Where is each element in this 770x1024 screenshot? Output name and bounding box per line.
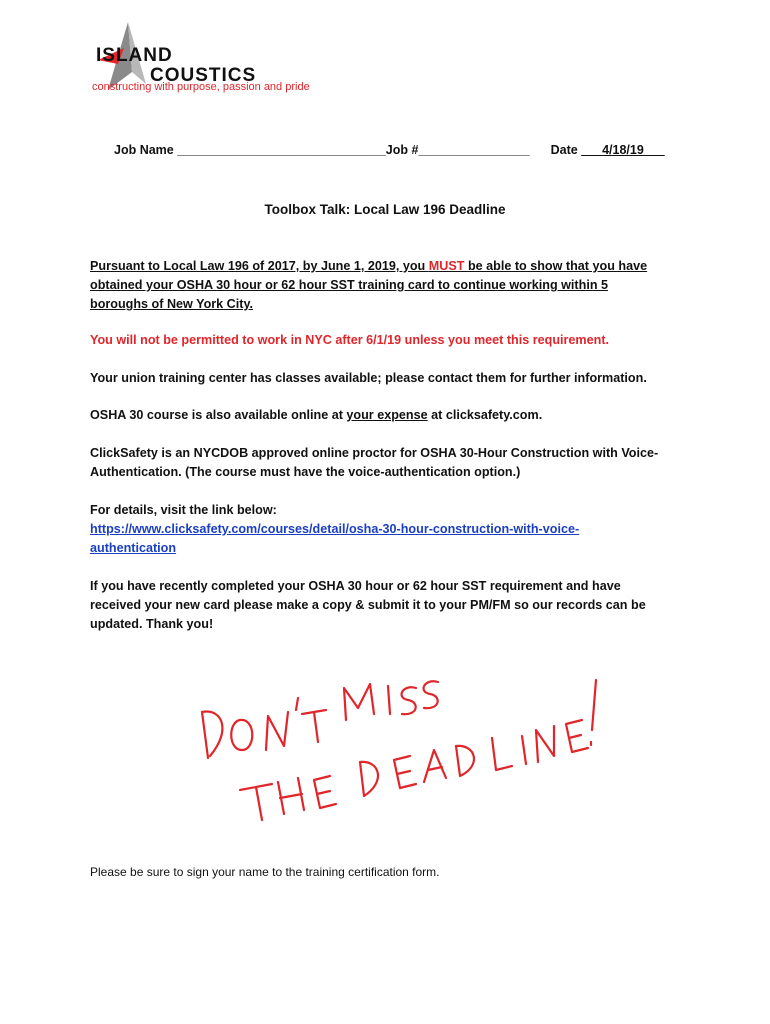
job-number-field[interactable]: ________________ <box>418 143 530 157</box>
online-text-start: OSHA 30 course is also available online at <box>90 408 347 422</box>
warning-text: You will not be permitted to work in NYC after 6/1/19 unless you meet this requirement. <box>90 333 610 347</box>
job-name-field[interactable]: ______________________________ <box>177 143 386 157</box>
footer-note: Please be sure to sign your name to the training certification form. <box>90 865 440 879</box>
law-text-line2: obtained your OSHA 30 hour or 62 hour SST training card to continue working within 5 <box>90 278 609 292</box>
company-logo <box>88 20 310 95</box>
recent-completion-paragraph <box>90 577 690 634</box>
law-text-line3: boroughs of New York City. <box>90 297 254 311</box>
link-line1[interactable]: https://www.clicksafety.com/courses/detail/osha-30-hour-construction-with-voice- <box>90 522 580 536</box>
online-course-text <box>90 406 690 425</box>
recent-line1: If you have recently completed your OSHA 30 hour or 62 hour SST requirement and have <box>90 579 621 593</box>
date-field[interactable]: ___4/18/19___ <box>581 143 665 157</box>
logo-line2: COUSTICS <box>150 65 257 86</box>
law-text-start: Pursuant to Local Law 196 of 2017, by June 1, 2019, you <box>90 259 429 273</box>
clicksafety-line2: Authentication. (The course must have the voice-authentication option.) <box>90 465 521 479</box>
document-title: Toolbox Talk: Local Law 196 Deadline <box>264 202 506 217</box>
job-number-label: Job # <box>385 143 419 157</box>
logo-line1: ISLAND <box>96 45 173 66</box>
your-expense-text: your expense <box>346 408 428 422</box>
clicksafety-paragraph <box>90 444 690 482</box>
logo-tagline: constructing with purpose, passion and pride <box>92 81 310 93</box>
must-emphasis: MUST <box>428 259 468 273</box>
date-label: Date <box>550 143 578 157</box>
details-paragraph <box>90 501 690 558</box>
handwritten-deadline-note <box>180 670 600 840</box>
clicksafety-line1: ClickSafety is an NYCDOB approved online proctor for OSHA 30-Hour Construction with Voice- <box>90 446 659 460</box>
recent-line2: received your new card please make a copy & submit it to your PM/FM so our records can be <box>90 598 646 612</box>
clicksafety-link[interactable] <box>90 522 579 555</box>
details-label: For details, visit the link below: <box>90 503 277 517</box>
law-text-end: be able to show that you have <box>467 259 648 273</box>
recent-line3: updated. Thank you! <box>90 617 214 631</box>
job-info-line <box>114 143 665 157</box>
online-text-end: at clicksafety.com. <box>427 408 543 422</box>
law-paragraph <box>90 257 690 314</box>
link-line2[interactable]: authentication <box>90 541 177 555</box>
job-name-label: Job Name <box>114 143 174 157</box>
union-text: Your union training center has classes available; please contact them for further information. <box>90 371 647 385</box>
